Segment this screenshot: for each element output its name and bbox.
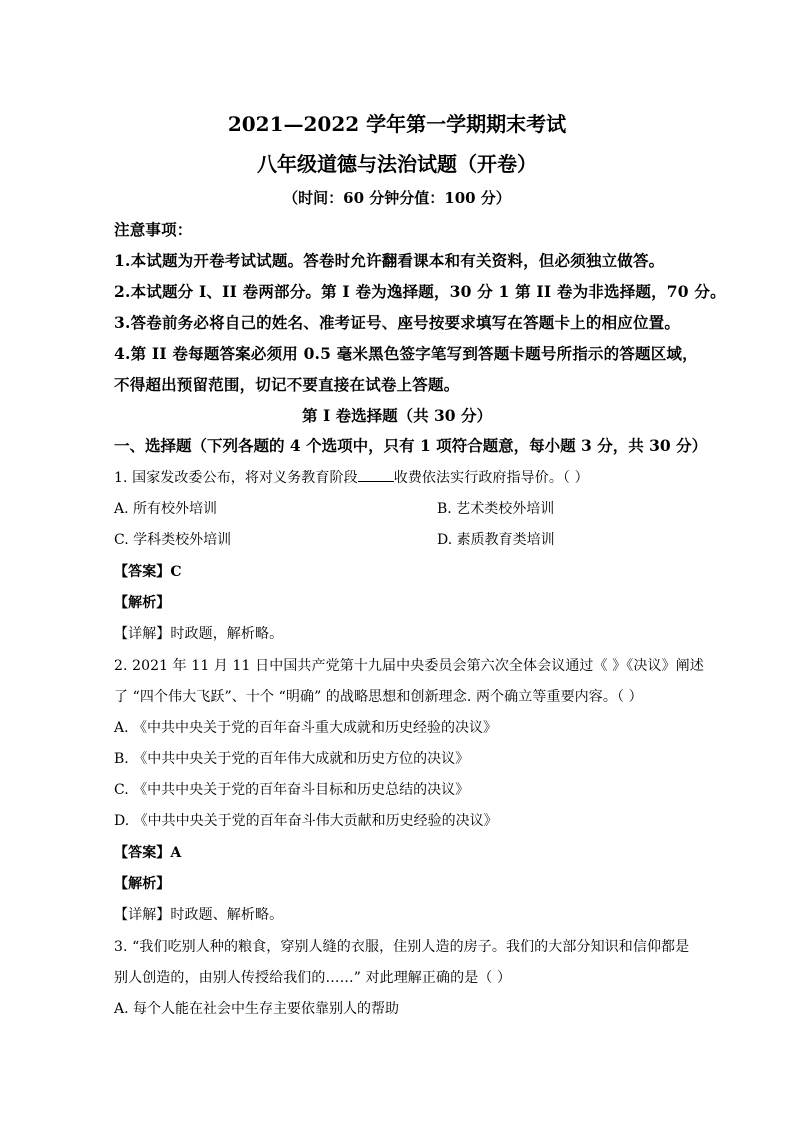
exam-subtitle: 八年级道德与法治试题（开卷）	[257, 152, 537, 176]
note-item: 4.第 II 卷每题答案必须用 0.5 毫米黑色签字笔写到答题卡题号所指示的答题区域，	[114, 344, 698, 363]
question-1-stem	[114, 467, 589, 487]
section-title: 第 I 卷选择题（共 30 分）	[302, 406, 492, 425]
question-2-detail: 【详解】时政题、解析略。	[114, 907, 284, 923]
question-1-option-b: B. 艺术类校外培训	[437, 501, 555, 517]
question-2-option-a: A. 《中共中央关于党的百年奋斗重大成就和历史经验的决议》	[114, 720, 498, 736]
question-2-answer: 【答案】A	[114, 845, 182, 861]
question-1-option-a: A. 所有校外培训	[114, 501, 218, 517]
question-1-answer: 【答案】C	[114, 564, 182, 580]
question-3-stem-line1: 3. “我们吃别人种的粮食，穿别人缝的衣服，住别人造的房子。我们的大部分知识和信仰都是	[114, 939, 690, 955]
question-2-stem-line1: 2. 2021 年 11 月 11 日中国共产党第十九届中央委员会第六次全体会议通过《 》《决议》阐述	[114, 658, 704, 674]
question-1-option-c: C. 学科类校外培训	[114, 532, 232, 548]
answer-blank	[358, 469, 394, 482]
notes-heading: 注意事项：	[114, 220, 193, 239]
exam-title: 2021—2022 学年第一学期期末考试	[227, 112, 567, 136]
question-2-option-d: D. 《中共中央关于党的百年奋斗伟大贡献和历史经验的决议》	[114, 813, 498, 829]
note-item: 1.本试题为开卷考试试题。答卷时允许翻看课本和有关资料，但必须独立做答。	[114, 251, 665, 270]
question-3-stem-line2: 别人创造的，由别人传授给我们的……” 对此理解正确的是（ ）	[114, 970, 512, 986]
exam-time-info: （时间：60 分钟分值：100 分）	[283, 189, 511, 207]
question-3-option-a: A. 每个人能在社会中生存主要依靠别人的帮助	[114, 1001, 400, 1017]
question-2-analysis: 【解析】	[114, 876, 171, 892]
question-2-stem-line2: 了 “四个伟大飞跃”、十个 “明确” 的战略思想和创新理念. 两个确立等重要内容。（ ）	[114, 689, 643, 705]
question-1-option-d: D. 素质教育类培训	[437, 532, 555, 548]
question-1-stem-part1: 1. 国家发改委公布，将对义务教育阶段	[114, 470, 358, 486]
note-item: 3.答卷前务必将自己的姓名、准考证号、座号按要求填写在答题卡上的相应位置。	[114, 313, 681, 332]
question-2-option-b: B. 《中共中央关于党的百年伟大成就和历史方位的决议》	[114, 751, 470, 767]
note-item: 不得超出预留范围，切记不要直接在试卷上答题。	[114, 375, 460, 394]
question-2-option-c: C. 《中共中央关于党的百年奋斗目标和历史总结的决议》	[114, 782, 470, 798]
note-item: 2.本试题分 I、II 卷两部分。第 I 卷为逸择题，30 分 1 第 II 卷为非选择题，70 分。	[114, 282, 726, 301]
section-instruction: 一、选择题（下列各题的 4 个选项中，只有 1 项符合题意，每小题 3 分，共 30 分）	[114, 436, 708, 455]
question-1-detail: 【详解】时政题，解析略。	[114, 626, 284, 642]
question-1-stem-part2: 收费依法实行政府指导价。（ ）	[393, 470, 589, 486]
question-1-analysis: 【解析】	[114, 595, 171, 611]
